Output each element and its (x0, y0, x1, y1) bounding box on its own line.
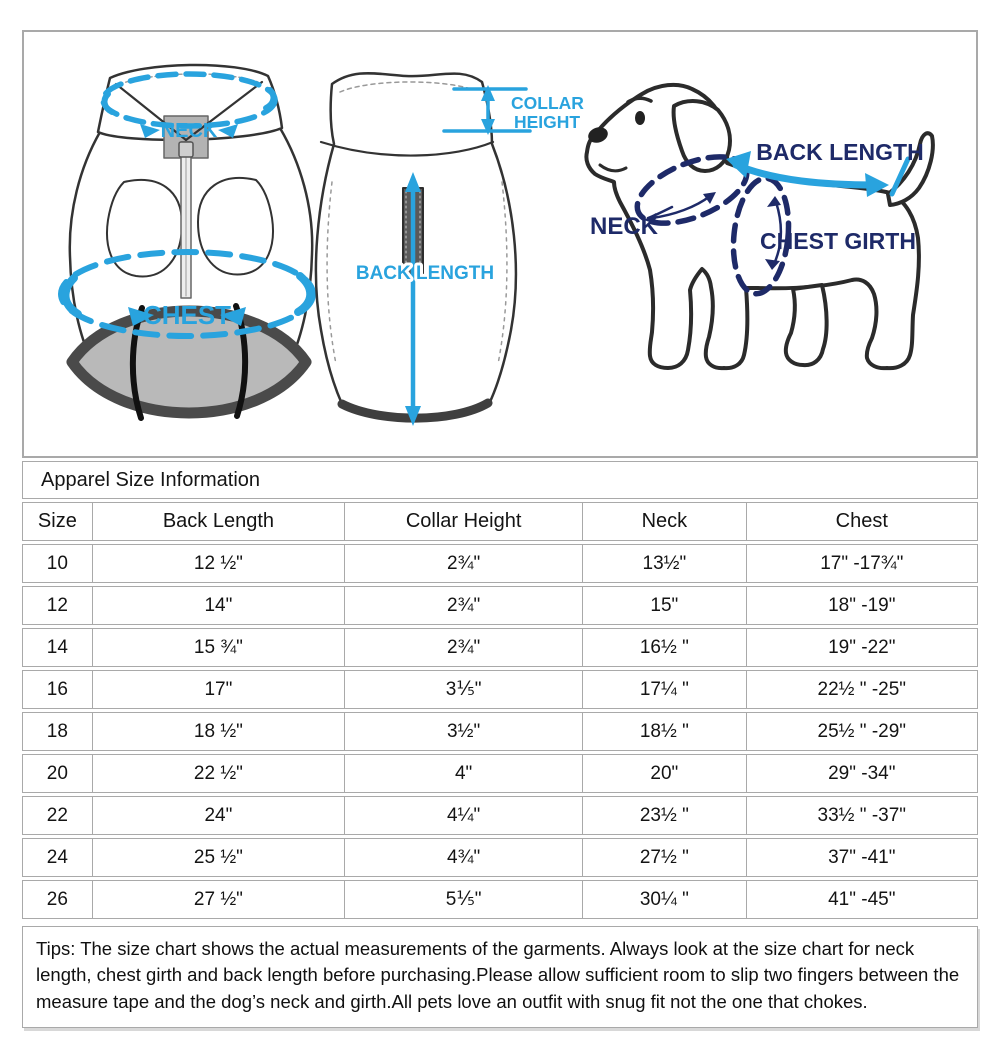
cell-collar: 3⅕" (345, 670, 583, 709)
cell-neck: 18½ " (583, 712, 746, 751)
size-table (22, 499, 978, 922)
table-row (22, 838, 978, 877)
front-zipper (179, 142, 193, 298)
cell-chest: 22½ " -25" (747, 670, 978, 709)
cell-back: 15 ¾" (93, 628, 345, 667)
cell-size: 18 (22, 712, 93, 751)
cell-collar: 2¾" (345, 586, 583, 625)
cell-chest: 17" -17¾" (747, 544, 978, 583)
cell-size: 14 (22, 628, 93, 667)
table-row (22, 712, 978, 751)
cell-chest: 18" -19" (747, 586, 978, 625)
cell-neck: 15" (583, 586, 746, 625)
dog-eye (635, 111, 645, 125)
cell-back: 14" (93, 586, 345, 625)
cell-chest: 33½ " -37" (747, 796, 978, 835)
cell-collar: 3½" (345, 712, 583, 751)
measurement-diagram (24, 32, 976, 452)
dog-chest-girth-label: CHEST GIRTH (760, 228, 916, 254)
cell-size: 12 (22, 586, 93, 625)
dog-figure (586, 85, 933, 368)
cell-neck: 27½ " (583, 838, 746, 877)
header-chest: Chest (747, 502, 978, 541)
cell-back: 25 ½" (93, 838, 345, 877)
collar-height-label-line2: HEIGHT (514, 112, 581, 132)
back-length-label: BACK LENGTH (355, 263, 495, 284)
cell-back: 27 ½" (93, 880, 345, 919)
dog-back-length-label: BACK LENGTH (756, 139, 924, 165)
cell-neck: 20" (583, 754, 746, 793)
cell-collar: 4¾" (345, 838, 583, 877)
cell-collar: 2¾" (345, 628, 583, 667)
table-row (22, 796, 978, 835)
dog-neck-label: NECK (589, 213, 659, 240)
cell-chest: 29" -34" (747, 754, 978, 793)
table-row (22, 754, 978, 793)
cell-chest: 19" -22" (747, 628, 978, 667)
tips-note: Tips: The size chart shows the actual measurements of the garments. Always look at the size chart for neck length, chest girth and back length before purchasing.Please allow sufficient room to slip two fingers between the measure tape and the dog’s neck and girth.All pets love an outfit with snug fit not the one that chokes. (22, 926, 978, 1028)
table-header-row (22, 502, 978, 541)
cell-size: 22 (22, 796, 93, 835)
cell-back: 12 ½" (93, 544, 345, 583)
cell-collar: 5⅕" (345, 880, 583, 919)
table-title: Apparel Size Information (22, 461, 978, 499)
cell-collar: 4¼" (345, 796, 583, 835)
header-back-length: Back Length (93, 502, 345, 541)
cell-size: 10 (22, 544, 93, 583)
table-row (22, 544, 978, 583)
cell-back: 18 ½" (93, 712, 345, 751)
garment-back-figure (316, 73, 584, 426)
cell-chest: 37" -41" (747, 838, 978, 877)
cell-size: 16 (22, 670, 93, 709)
header-collar-height: Collar Height (345, 502, 583, 541)
header-size: Size (22, 502, 93, 541)
table-row (22, 628, 978, 667)
cell-collar: 2¾" (345, 544, 583, 583)
size-diagram-panel (22, 30, 978, 458)
cell-back: 22 ½" (93, 754, 345, 793)
garment-front-figure (61, 65, 313, 418)
cell-back: 24" (93, 796, 345, 835)
cell-neck: 16½ " (583, 628, 746, 667)
table-row (22, 586, 978, 625)
cell-size: 20 (22, 754, 93, 793)
cell-size: 26 (22, 880, 93, 919)
cell-chest: 25½ " -29" (747, 712, 978, 751)
collar-height-label-line1: COLLAR (511, 93, 584, 113)
cell-chest: 41" -45" (747, 880, 978, 919)
cell-neck: 17¼ " (583, 670, 746, 709)
header-neck: Neck (583, 502, 746, 541)
cell-back: 17" (93, 670, 345, 709)
cell-collar: 4" (345, 754, 583, 793)
cell-neck: 23½ " (583, 796, 746, 835)
table-row (22, 880, 978, 919)
cell-neck: 30¼ " (583, 880, 746, 919)
cell-size: 24 (22, 838, 93, 877)
table-row (22, 670, 978, 709)
front-neck-label: NECK (160, 120, 218, 142)
cell-neck: 13½" (583, 544, 746, 583)
front-chest-label: CHEST (142, 300, 232, 330)
